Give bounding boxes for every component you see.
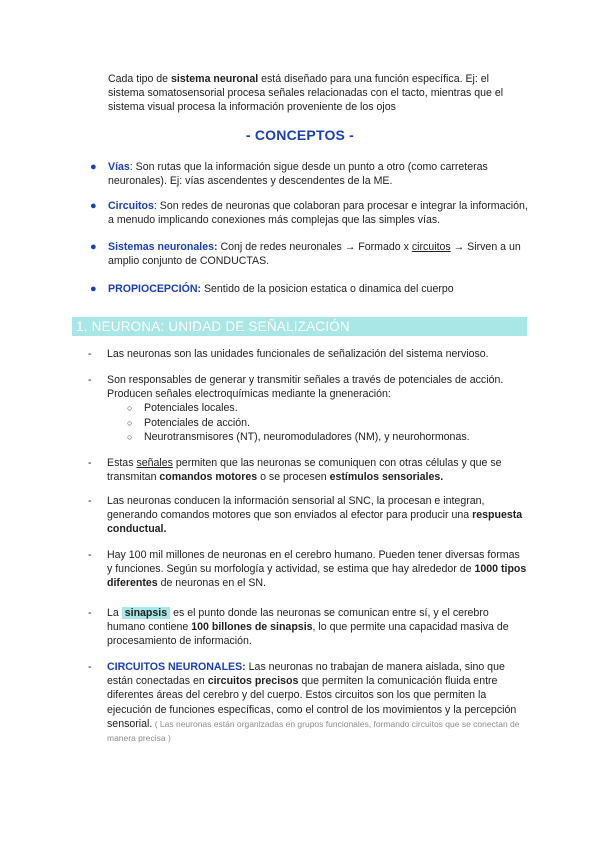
concept-vias: ● Vías: Son rutas que la información sigue desde un punto a otro (como carreteras neuronales). Ej: vías ascendentes y descendentes de la ME.: [90, 161, 488, 188]
sinapsis-highlight: sinapsis: [122, 607, 170, 619]
list-item: - CIRCUITOS NEURONALES: Las neuronas no trabajan de manera aislada, sino que están conectadas en circuitos precisos que permiten la comunicación fluida entre diferentes áreas del cerebro y del cuerpo. Estos circuitos son los que permiten la ejecución de funciones específicas, como el control de los movimientos y la percepción sensorial. ( Las neuronas están organizadas en grupos funcionales, formando circuitos que se conectan de manera precisa ): [88, 661, 520, 744]
intro-paragraph: Cada tipo de sistema neuronal está diseñado para una función específica. Ej: el sistema somatosensorial procesa señales relacionadas con el tacto, mientras que el sistema visual procesa la información proveniente de los ojos: [108, 73, 504, 114]
bullet-icon: ●: [90, 161, 97, 173]
sub-list-item: ○ Potenciales locales.: [127, 401, 528, 415]
bullet-icon: ●: [90, 283, 97, 295]
sub-list-item: ○ Neurotransmisores (NT), neuromoduladores (NM), y neurohormonas.: [127, 430, 528, 444]
list-item: - Estas señales permiten que las neuronas se comuniquen con otras células y que se transmitan comandos motores o se procesen estímulos sensoriales.: [88, 457, 502, 484]
list-item: - La sinapsis es el punto donde las neuronas se comunican entre sí, y el cerebro humano contiene 100 billones de sinapsis, lo que permite una capacidad masiva de procesamiento de información.: [88, 607, 509, 648]
list-item: - Las neuronas son las unidades funcionales de señalización del sistema nervioso.: [88, 348, 489, 360]
concept-circuitos: ● Circuitos: Son redes de neuronas que colaboran para procesar e integrar la información, a menudo implicando conexiones más complejas que las simples vías.: [90, 200, 528, 227]
section-heading: 1. NEURONA: UNIDAD DE SEÑALIZACIÓN: [76, 319, 350, 334]
bullet-icon: ●: [90, 241, 97, 253]
side-note: ( Las neuronas están organizadas en grupos funcionales, formando circuitos que se conectan de manera precisa ): [107, 718, 520, 744]
sub-list: [127, 401, 528, 444]
sub-list-item: ○ Potenciales de acción.: [127, 416, 528, 430]
list-item: - Son responsables de generar y transmitir señales a través de potenciales de acción. Producen señales electroquímicas mediante la gneneración: ○ Potenciales locales. ○ Potenciales de acción. ○ Neurotransmisores (NT), neuromoduladores (NM), y neurohormonas.: [88, 373, 528, 444]
bullet-icon: ●: [90, 200, 97, 212]
list-item: - Hay 100 mil millones de neuronas en el cerebro humano. Pueden tener diversas formas y funciones. Según su morfología y actividad, se estima que hay alrededor de 1000 tipos diferentes de neuronas en el SN.: [88, 549, 527, 590]
concept-propiocepcion: ● PROPIOCEPCIÓN: Sentido de la posicion estatica o dinamica del cuerpo: [90, 283, 454, 295]
concepts-heading: - CONCEPTOS -: [245, 127, 355, 143]
intro-bold: sistema neuronal: [171, 73, 259, 85]
list-item: - Las neuronas conducen la información sensorial al SNC, la procesan e integran, generando comandos motores que son enviados al efector para producir una respuesta conductual.: [88, 495, 523, 536]
concept-sistemas-neuronales: ● Sistemas neuronales: Conj de redes neuronales → Formado x circuitos → Sirven a un amplio conjunto de CONDUCTAS.: [90, 241, 521, 268]
